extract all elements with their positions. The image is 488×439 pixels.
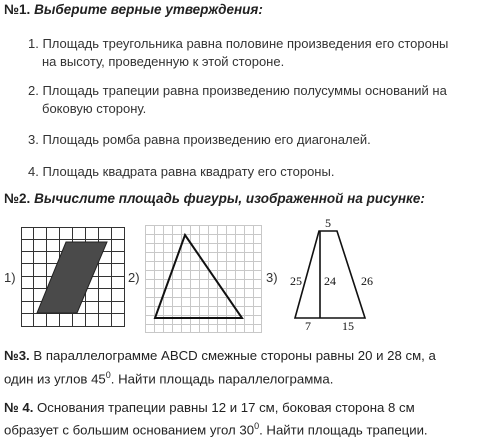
task2-number: №2. bbox=[4, 191, 31, 206]
label-bottom-left: 7 bbox=[305, 319, 311, 333]
task2-title: Вычислите площадь фигуры, изображенной на рисунке: bbox=[34, 191, 425, 206]
label-top-base: 5 bbox=[325, 216, 331, 230]
task1-title: Выберите верные утверждения: bbox=[34, 2, 263, 17]
figure-2-grid bbox=[145, 225, 262, 333]
task2-header bbox=[4, 191, 425, 206]
figure-label-2: 2) bbox=[128, 270, 140, 285]
task1-item-2-line2: боковую сторону. bbox=[42, 101, 147, 116]
figure-label-1: 1) bbox=[4, 270, 16, 285]
degree-superscript: 0 bbox=[254, 421, 260, 431]
figure-3-trapezoid bbox=[284, 214, 388, 336]
task4-text-2: образует с большим основанием угол 30 bbox=[4, 422, 255, 438]
task4-line2 bbox=[4, 417, 428, 439]
task4-text-1: Основания трапеции равны 12 и 17 см, боковая сторона 8 см bbox=[37, 400, 415, 415]
figure-label-3: 3) bbox=[266, 270, 278, 285]
task3-line2 bbox=[4, 366, 333, 388]
task1-item-3: 3. Площадь ромба равна произведению его диагоналей. bbox=[28, 132, 371, 147]
task1-item-4: 4. Площадь квадрата равна квадрату его стороны. bbox=[28, 164, 335, 179]
degree-superscript: 0 bbox=[105, 370, 111, 380]
task1-item-1-line1: 1. Площадь треугольника равна половине произведения его стороны bbox=[28, 36, 449, 51]
task3-number: №3. bbox=[4, 348, 30, 363]
task4-text-3: . Найти площадь трапеции. bbox=[259, 422, 428, 438]
task1-item-2-line1: 2. Площадь трапеции равна произведению полусуммы оснований на bbox=[28, 83, 447, 98]
task3-line1 bbox=[4, 346, 436, 365]
figure-2-triangle-grid bbox=[145, 225, 262, 333]
figure-1-parallelogram-grid bbox=[21, 227, 125, 327]
task4-number: № 4. bbox=[4, 400, 34, 415]
figure-1-parallelogram bbox=[37, 242, 107, 313]
label-bottom-right: 15 bbox=[342, 319, 354, 333]
task3-text-1: В параллелограмме ABCD смежные стороны равны 20 и 28 см, а bbox=[33, 348, 436, 363]
task3-text-3: . Найти площадь параллелограмма. bbox=[110, 371, 334, 387]
figure-2-triangle bbox=[155, 235, 242, 318]
task1-header bbox=[4, 2, 263, 17]
task1-item-1-line2: на высоту, проведенную к этой стороне. bbox=[42, 54, 285, 69]
label-right-side: 26 bbox=[361, 274, 373, 288]
task3-text-2: один из углов 45 bbox=[4, 371, 106, 387]
task4-line1 bbox=[4, 398, 415, 417]
label-left-side: 25 bbox=[290, 274, 302, 288]
task1-number: №1. bbox=[4, 2, 31, 17]
label-height: 24 bbox=[324, 274, 336, 288]
